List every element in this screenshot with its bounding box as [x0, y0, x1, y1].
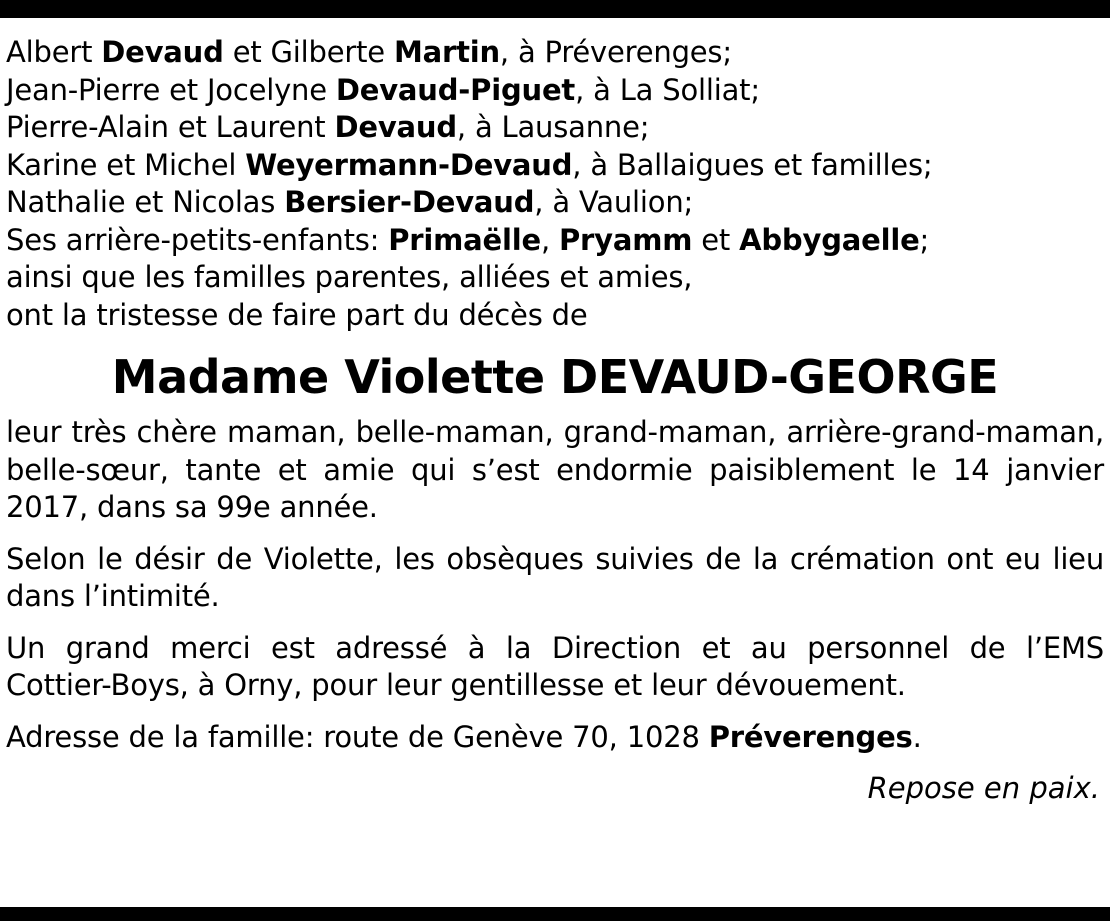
family-list — [6, 34, 1104, 334]
family-line — [6, 297, 1104, 335]
family-line — [6, 184, 1104, 222]
funeral-paragraph-line: dans l’intimité. — [6, 579, 220, 613]
family-line-6-run-0: ainsi que les familles parentes, alliées et amies, — [6, 260, 693, 294]
bottom-rule — [0, 907, 1110, 921]
family-line-4-run-2: , à Vaulion; — [534, 185, 694, 219]
family-line — [6, 34, 1104, 72]
family-address — [6, 719, 1104, 757]
family-line-0-run-4: , à Préverenges; — [499, 35, 732, 69]
family-line — [6, 222, 1104, 260]
family-line-0-run-0: Albert — [6, 35, 102, 69]
family-line-2-run-0: Pierre-Alain et Laurent — [6, 110, 335, 144]
relation-paragraph-line: belle-sœur, tante et amie qui s’est endormie paisiblement le 14 janvier — [6, 452, 1104, 487]
family-line — [6, 72, 1104, 110]
relation-paragraph — [6, 414, 1104, 527]
family-address-run-0: Adresse de la famille: route de Genève 70, 1028 — [6, 719, 709, 754]
family-address-run-2: . — [912, 719, 922, 754]
top-rule — [0, 0, 1110, 18]
family-line-1-run-2: , à La Solliat; — [575, 72, 760, 107]
family-line-5-run-3: Pryamm — [559, 222, 693, 257]
family-line-1-run-1: Devaud-Piguet — [335, 72, 576, 107]
deceased-name: Madame Violette DEVAUD-GEORGE — [111, 350, 999, 404]
family-line-4-run-1: Bersier-Devaud — [284, 185, 535, 219]
notice-paragraphs — [6, 414, 1104, 705]
relation-paragraph-line: 2017, dans sa 99e année. — [6, 490, 378, 524]
family-line-2-run-2: , à Lausanne; — [456, 110, 650, 144]
family-address-run-1: Préverenges — [708, 719, 913, 754]
family-line-2-run-1: Devaud — [334, 110, 457, 144]
thanks-paragraph-line: Un grand merci est adressé à la Direction et au personnel de l’EMS — [6, 630, 1104, 665]
family-line — [6, 109, 1104, 147]
family-line-1-run-0: Jean-Pierre et Jocelyne — [6, 72, 336, 107]
family-line-0-run-2: et Gilberte — [223, 35, 394, 69]
relation-paragraph-line: leur très chère maman, belle-maman, grand-maman, arrière-grand-maman, — [6, 415, 1104, 449]
family-line-7-run-0: ont la tristesse de faire part du décès de — [6, 297, 588, 332]
family-line-5-run-5: Abbygaelle — [739, 222, 920, 257]
family-line-5-run-0: Ses arrière-petits-enfants: — [6, 222, 389, 257]
family-line — [6, 259, 1104, 297]
family-line-4-run-0: Nathalie et Nicolas — [6, 185, 285, 219]
family-line-3-run-0: Karine et Michel — [6, 147, 246, 182]
family-line-5-run-4: et — [692, 222, 740, 257]
funeral-paragraph-line: Selon le désir de Violette, les obsèques suivies de la crémation ont eu lieu — [6, 541, 1104, 576]
family-line-3-run-2: , à Ballaigues et familles; — [572, 147, 933, 182]
family-line-5-run-2: , — [540, 222, 559, 257]
thanks-paragraph-line: Cottier-Boys, à Orny, pour leur gentillesse et leur dévouement. — [6, 668, 906, 702]
closing-line: Repose en paix. — [867, 771, 1100, 805]
family-line-0-run-3: Martin — [393, 35, 500, 69]
family-line-0-run-1: Devaud — [101, 35, 224, 69]
family-line-3-run-1: Weyermann-Devaud — [245, 147, 573, 182]
thanks-paragraph — [6, 630, 1104, 705]
funeral-paragraph — [6, 541, 1104, 616]
notice-content — [0, 18, 1110, 907]
family-line-5-run-1: Primaëlle — [388, 222, 541, 257]
family-line-5-run-6: ; — [919, 222, 930, 257]
family-line — [6, 147, 1104, 185]
